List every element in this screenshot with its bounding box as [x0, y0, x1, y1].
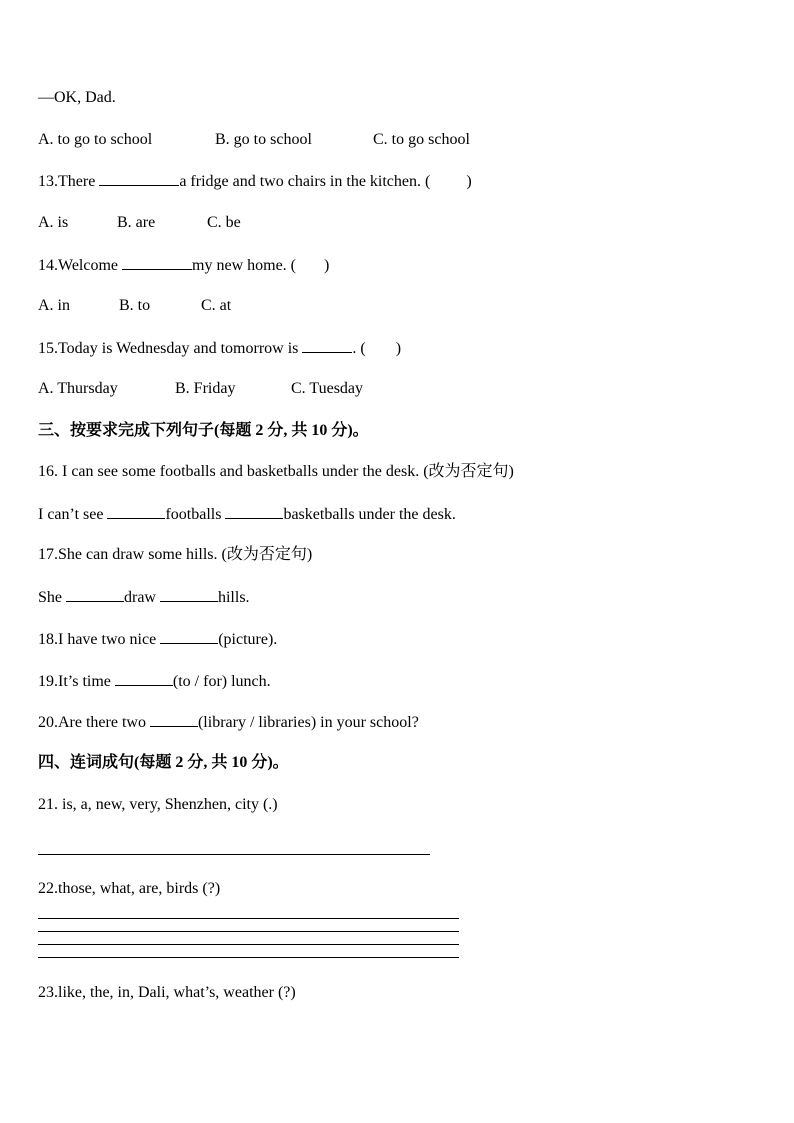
option-a: A. Thursday	[38, 380, 118, 397]
question-14	[38, 255, 329, 276]
answer-blank[interactable]	[66, 587, 124, 602]
answer-line[interactable]	[38, 944, 459, 945]
answer-line[interactable]	[38, 854, 430, 855]
question-16: 16. I can see some footballs and basketballs under the desk. (改为否定句)	[38, 463, 514, 480]
answer-line[interactable]	[38, 918, 459, 919]
question-text: hills.	[217, 589, 250, 606]
question-23: 23.like, the, in, Dali, what’s, weather (?)	[38, 984, 296, 1001]
close-paren: )	[466, 173, 472, 190]
question-text: basketballs under the desk.	[283, 506, 456, 523]
section-heading-four: 四、连词成句(每题 2 分, 共 10 分)。	[38, 754, 289, 771]
question-text: 13.There	[38, 173, 100, 190]
answer-blank[interactable]	[122, 255, 192, 270]
option-c: C. at	[201, 297, 232, 314]
question-text: 19.It’s time	[38, 673, 115, 690]
answer-line[interactable]	[38, 931, 459, 932]
question-16-answer	[38, 504, 456, 525]
answer-blank[interactable]	[150, 712, 198, 727]
options-prev	[38, 130, 470, 150]
question-20	[38, 712, 419, 733]
question-18	[38, 629, 277, 650]
dialogue-line: —OK, Dad.	[38, 89, 116, 106]
answer-blank[interactable]	[225, 504, 283, 519]
answer-blank[interactable]	[107, 504, 165, 519]
options-15	[38, 379, 363, 399]
question-text: I can’t see	[38, 506, 108, 523]
question-text: my new home. (	[192, 257, 296, 274]
option-b: B. go to school	[215, 131, 312, 148]
option-c: C. Tuesday	[291, 380, 364, 397]
answer-blank[interactable]	[99, 171, 179, 186]
option-a: A. is	[38, 214, 69, 231]
question-text: (to / for) lunch.	[172, 673, 271, 690]
question-text: 15.Today is Wednesday and tomorrow is	[38, 340, 303, 357]
question-text: a fridge and two chairs in the kitchen. (	[179, 173, 431, 190]
question-15	[38, 338, 401, 359]
answer-blank[interactable]	[115, 671, 173, 686]
question-text: (library / libraries) in your school?	[197, 714, 419, 731]
question-text: . (	[352, 340, 366, 357]
question-text: She	[38, 589, 66, 606]
option-b: B. are	[117, 214, 156, 231]
question-text: 18.I have two nice	[38, 631, 161, 648]
question-text: (picture).	[218, 631, 278, 648]
answer-blank[interactable]	[160, 629, 218, 644]
option-b: B. to	[119, 297, 151, 314]
options-14	[38, 296, 231, 316]
options-13	[38, 213, 241, 233]
question-22: 22.those, what, are, birds (?)	[38, 880, 221, 897]
question-text: 20.Are there two	[38, 714, 150, 731]
option-b: B. Friday	[175, 380, 236, 397]
answer-line[interactable]	[38, 957, 459, 958]
question-21: 21. is, a, new, very, Shenzhen, city (.)	[38, 796, 278, 813]
question-19	[38, 671, 271, 692]
option-a: A. in	[38, 297, 70, 314]
answer-blank[interactable]	[302, 338, 352, 353]
question-13	[38, 171, 472, 192]
close-paren: )	[324, 257, 330, 274]
option-c: C. be	[207, 214, 241, 231]
question-text: 14.Welcome	[38, 257, 123, 274]
close-paren: )	[395, 340, 402, 357]
option-a: A. to go to school	[38, 131, 153, 148]
section-heading-three: 三、按要求完成下列句子(每题 2 分, 共 10 分)。	[38, 422, 369, 439]
question-text: footballs	[165, 506, 226, 523]
question-17-answer	[38, 587, 250, 608]
option-c: C. to go school	[373, 131, 470, 148]
question-text: draw	[124, 589, 160, 606]
question-17: 17.She can draw some hills. (改为否定句)	[38, 546, 313, 563]
answer-blank[interactable]	[160, 587, 218, 602]
